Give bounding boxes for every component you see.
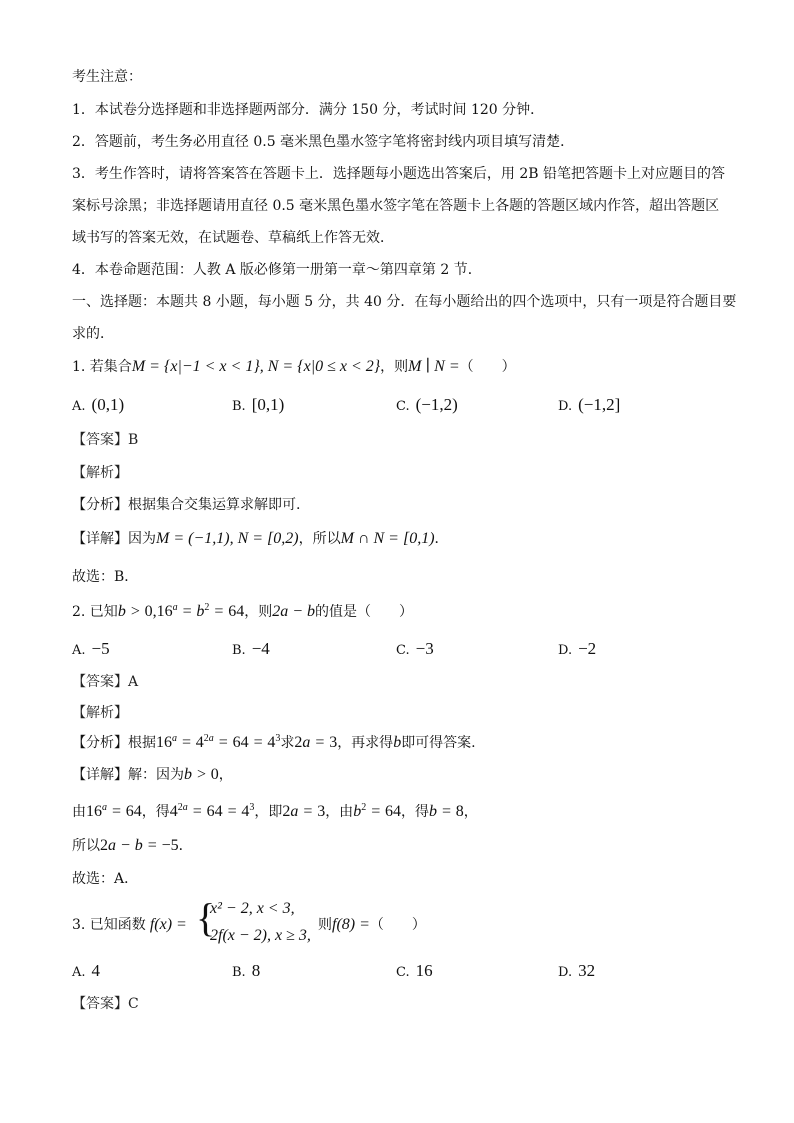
notice-item-4: 4．本卷命题范围：人教 A 版必修第一册第一章～第四章第 2 节． <box>72 262 482 278</box>
question-1-stem <box>72 358 516 376</box>
section-heading-line1: 一、选择题：本题共 8 小题，每小题 5 分，共 40 分．在每小题给出的四个选项中，只有一项是符合题目要 <box>72 294 737 310</box>
q2-jiexi-heading: 【解析】 <box>72 705 128 721</box>
q1-answer: 【答案】B <box>72 432 139 448</box>
notice-item-2: 2．答题前，考生务必用直径 0.5 毫米黑色墨水签字笔将密封线内项目填写清楚． <box>72 134 575 150</box>
q2-detail-steps: 由$16^a = 64$，得$4^{2a} = 64 = 4^3$，即2a = 3，由$b^2 = 64$，得b = 8， <box>72 802 478 820</box>
q3-case-1: x² − 2, x < 3, <box>210 900 295 917</box>
q1-option-d: D. (−1,2] <box>558 395 621 414</box>
q3-option-c: C. 16 <box>396 961 433 980</box>
q1-then: ，则 <box>380 359 409 375</box>
q1-conclusion: 故选：B． <box>72 569 139 585</box>
q1-blank: （ ） <box>459 359 516 375</box>
q3-option-d: D. 32 <box>558 961 596 980</box>
q2-option-c: C. −3 <box>396 639 434 658</box>
q1-prefix: 1. 若集合 <box>72 359 132 375</box>
q3-option-a: A. 4 <box>72 961 101 980</box>
notice-title: 考生注意： <box>72 69 142 85</box>
q1-option-a: A. (0,1) <box>72 395 125 414</box>
question-2-stem: 2. 已知$b > 0,16^a = b^2 = 64$，则2a − b的值是（ ） <box>72 602 413 620</box>
notice-item-1: 1．本试卷分选择题和非选择题两部分．满分 150 分，考试时间 120 分钟． <box>72 102 545 118</box>
notice-item-3-line1: 3．考生作答时，请将答案答在答题卡上．选择题每小题选出答案后，用 2B 铅笔把答题卡上对应题目的答 <box>72 166 726 182</box>
q1-set-definition: M = {x|−1 < x < 1}, N = {x|0 ≤ x < 2} <box>131 358 381 375</box>
q2-answer: 【答案】A <box>72 674 139 690</box>
q2-conclusion: 故选：A． <box>72 871 139 887</box>
q3-answer: 【答案】C <box>72 996 139 1012</box>
q3-case-2: 2f(x − 2), x ≥ 3, <box>210 927 311 944</box>
section-heading-line2: 求的． <box>72 326 114 342</box>
q1-detail-result: M ∩ N = [0,1) <box>340 530 435 547</box>
q1-expression: M ∣ N = <box>408 358 460 375</box>
q2-option-b: B. −4 <box>232 639 270 658</box>
notice-item-3-line2: 案标号涂黑；非选择题请用直径 0.5 毫米黑色墨水签字笔在答题卡上各题的答题区域内作答，超出答题区 <box>72 198 720 214</box>
q3-option-b: B. 8 <box>232 961 261 980</box>
q1-option-b: B. [0,1) <box>232 395 285 414</box>
q2-analysis: 【分析】根据$16^a = 4^{2a} = 64 = 4^3$求2a = 3，再求得b即可得答案. <box>72 733 476 751</box>
q2-detail-start: 【详解】解：因为b > 0， <box>72 766 233 783</box>
piecewise-brace: { <box>196 895 216 940</box>
q2-option-a: A. −5 <box>72 639 110 658</box>
q1-analysis: 【分析】根据集合交集运算求解即可. <box>72 497 301 513</box>
q1-option-c: C. (−1,2) <box>396 395 458 414</box>
q1-detail-sets: M = (−1,1), N = [0,2) <box>156 530 299 547</box>
question-3-stem-prefix: 3. 已知函数 f(x) = <box>72 916 187 933</box>
q2-option-d: D. −2 <box>558 639 597 658</box>
q2-detail-result: 所以2a − b = −5． <box>72 837 193 854</box>
q2-condition: $b > 0,16^a = b^2 = 64$ <box>117 602 245 620</box>
q1-jiexi-heading: 【解析】 <box>72 465 128 481</box>
q1-detail: 【详解】因为M = (−1,1), N = [0,2)，所以M ∩ N = [0,1)． <box>72 530 449 547</box>
question-3-stem-suffix: 则f(8) =（ ） <box>318 916 426 933</box>
notice-item-3-line3: 域书写的答案无效，在试题卷、草稿纸上作答无效． <box>72 230 394 246</box>
